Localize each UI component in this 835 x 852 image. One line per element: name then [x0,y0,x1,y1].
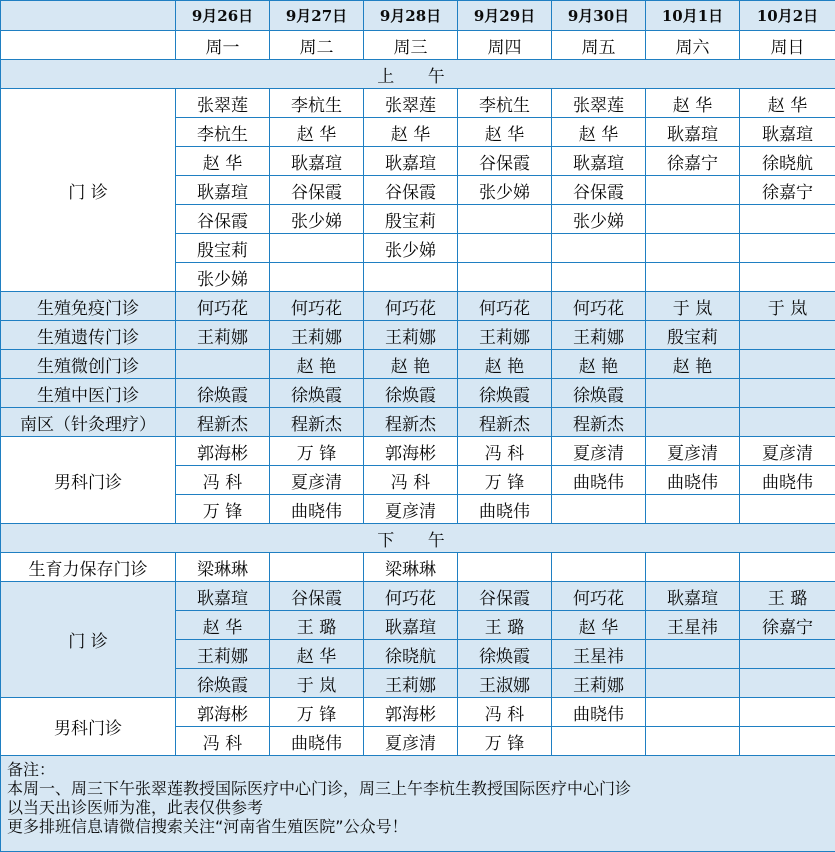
doctor-cell: 曲晓伟 [740,466,835,495]
doctor-cell: 徐焕霞 [270,379,364,408]
notes-row [1,756,835,852]
doctor-cell: 谷保霞 [458,582,552,611]
doctor-cell: 何巧花 [270,292,364,321]
doctor-cell: 张翠莲 [552,89,646,118]
doctor-cell: 谷保霞 [270,582,364,611]
doctor-cell: 赵 艳 [364,350,458,379]
doctor-cell: 郭海彬 [364,698,458,727]
doctor-cell: 冯 科 [176,466,270,495]
doctor-cell: 赵 艳 [458,350,552,379]
doctor-cell [646,553,740,582]
doctor-cell: 王星祎 [646,611,740,640]
notes-title: 备注： [7,760,829,779]
weekday-cell: 周五 [552,31,646,60]
doctor-cell: 王莉娜 [364,669,458,698]
doctor-cell [740,669,835,698]
doctor-cell: 耿嘉瑄 [740,118,835,147]
session-band-row [1,60,835,89]
corner-cell [1,1,176,31]
doctor-cell: 郭海彬 [176,698,270,727]
doctor-cell: 赵 华 [740,89,835,118]
doctor-cell: 徐晓航 [740,147,835,176]
doctor-cell [270,263,364,292]
doctor-cell [740,553,835,582]
doctor-cell: 李杭生 [270,89,364,118]
doctor-cell [646,727,740,756]
doctor-cell [458,205,552,234]
department-cell: 男科门诊 [1,437,176,524]
doctor-cell: 耿嘉瑄 [364,611,458,640]
doctor-cell: 夏彦清 [646,437,740,466]
doctor-cell: 王莉娜 [176,321,270,350]
doctor-cell: 万 锋 [458,727,552,756]
schedule-row [1,292,835,321]
doctor-cell: 曲晓伟 [646,466,740,495]
doctor-cell [552,727,646,756]
doctor-cell: 耿嘉瑄 [270,147,364,176]
doctor-cell: 程新杰 [176,408,270,437]
doctor-cell [646,669,740,698]
doctor-cell [458,553,552,582]
doctor-cell [740,408,835,437]
doctor-cell: 于 岚 [270,669,364,698]
doctor-cell: 谷保霞 [364,176,458,205]
schedule-row [1,350,835,379]
doctor-cell: 谷保霞 [552,176,646,205]
doctor-cell: 耿嘉瑄 [552,147,646,176]
doctor-cell: 殷宝莉 [364,205,458,234]
date-cell: 9月28日 [364,1,458,31]
doctor-cell [740,350,835,379]
doctor-cell: 冯 科 [458,437,552,466]
doctor-cell: 郭海彬 [176,437,270,466]
date-cell: 9月30日 [552,1,646,31]
doctor-cell: 何巧花 [364,582,458,611]
schedule-row [1,408,835,437]
doctor-cell: 曲晓伟 [270,495,364,524]
weekday-cell: 周一 [176,31,270,60]
schedule-row [1,437,835,466]
schedule-row [1,553,835,582]
doctor-cell: 赵 华 [552,611,646,640]
doctor-cell: 李杭生 [458,89,552,118]
session-band: 上 午 [1,60,835,89]
doctor-cell: 于 岚 [740,292,835,321]
doctor-cell: 夏彦清 [364,727,458,756]
doctor-cell: 夏彦清 [740,437,835,466]
department-cell: 南区（针灸理疗） [1,408,176,437]
doctor-cell: 曲晓伟 [270,727,364,756]
department-cell: 生育力保存门诊 [1,553,176,582]
doctor-cell [740,495,835,524]
doctor-cell: 张少娣 [552,205,646,234]
doctor-cell: 耿嘉瑄 [646,582,740,611]
doctor-cell: 王莉娜 [458,321,552,350]
doctor-cell: 王莉娜 [552,669,646,698]
doctor-cell: 万 锋 [270,437,364,466]
session-band: 下 午 [1,524,835,553]
department-cell: 生殖遗传门诊 [1,321,176,350]
date-cell: 9月26日 [176,1,270,31]
doctor-cell: 梁琳琳 [176,553,270,582]
doctor-cell [458,263,552,292]
doctor-cell: 王莉娜 [364,321,458,350]
doctor-cell [552,263,646,292]
doctor-cell: 曲晓伟 [458,495,552,524]
doctor-cell: 徐焕霞 [176,379,270,408]
doctor-cell [646,234,740,263]
weekday-cell: 周三 [364,31,458,60]
doctor-cell: 耿嘉瑄 [176,582,270,611]
doctor-cell: 赵 艳 [270,350,364,379]
doctor-cell [646,263,740,292]
doctor-cell: 王 璐 [740,582,835,611]
doctor-cell: 何巧花 [458,292,552,321]
doctor-cell [552,553,646,582]
doctor-cell: 曲晓伟 [552,698,646,727]
doctor-cell [646,698,740,727]
date-header-row [1,1,835,31]
date-cell: 9月27日 [270,1,364,31]
doctor-cell [458,234,552,263]
doctor-cell: 赵 艳 [646,350,740,379]
doctor-cell: 夏彦清 [552,437,646,466]
doctor-cell: 赵 华 [364,118,458,147]
doctor-cell: 于 岚 [646,292,740,321]
doctor-cell: 郭海彬 [364,437,458,466]
doctor-cell: 谷保霞 [176,205,270,234]
doctor-cell: 万 锋 [270,698,364,727]
doctor-cell: 李杭生 [176,118,270,147]
weekday-cell: 周二 [270,31,364,60]
schedule-row [1,89,835,118]
doctor-cell: 程新杰 [364,408,458,437]
notes-cell [1,756,835,852]
doctor-cell: 赵 华 [646,89,740,118]
doctor-cell: 程新杰 [552,408,646,437]
department-cell: 门 诊 [1,582,176,698]
doctor-cell: 谷保霞 [270,176,364,205]
doctor-cell: 徐焕霞 [458,379,552,408]
doctor-cell: 万 锋 [458,466,552,495]
doctor-cell [740,234,835,263]
doctor-cell: 耿嘉瑄 [364,147,458,176]
note-line: 更多排班信息请微信搜索关注“河南省生殖医院”公众号！ [7,817,829,836]
schedule-body [1,1,835,852]
doctor-cell: 王星祎 [552,640,646,669]
doctor-cell [740,205,835,234]
department-cell: 男科门诊 [1,698,176,756]
doctor-cell: 赵 华 [176,147,270,176]
doctor-cell: 徐焕霞 [552,379,646,408]
doctor-cell: 耿嘉瑄 [646,118,740,147]
doctor-cell [646,176,740,205]
doctor-cell: 赵 华 [176,611,270,640]
note-line: 以当天出诊医师为准，此表仅供参考 [7,798,829,817]
doctor-cell: 赵 华 [270,118,364,147]
doctor-cell: 冯 科 [176,727,270,756]
department-cell: 生殖微创门诊 [1,350,176,379]
doctor-cell: 王莉娜 [270,321,364,350]
schedule-row [1,321,835,350]
doctor-cell: 赵 华 [552,118,646,147]
doctor-cell: 张少娣 [364,234,458,263]
doctor-cell: 徐晓航 [364,640,458,669]
doctor-cell: 张少娣 [270,205,364,234]
doctor-cell: 王淑娜 [458,669,552,698]
doctor-cell: 王莉娜 [552,321,646,350]
doctor-cell: 何巧花 [176,292,270,321]
date-cell: 10月2日 [740,1,835,31]
doctor-cell: 殷宝莉 [646,321,740,350]
doctor-cell [364,263,458,292]
doctor-cell: 殷宝莉 [176,234,270,263]
doctor-cell [740,263,835,292]
doctor-cell: 徐嘉宁 [646,147,740,176]
doctor-cell [740,698,835,727]
date-cell: 10月1日 [646,1,740,31]
doctor-cell: 何巧花 [364,292,458,321]
doctor-cell [552,495,646,524]
doctor-cell: 王莉娜 [176,640,270,669]
doctor-cell [740,727,835,756]
schedule-row [1,582,835,611]
doctor-cell: 冯 科 [458,698,552,727]
doctor-cell: 徐嘉宁 [740,176,835,205]
department-cell: 生殖免疫门诊 [1,292,176,321]
doctor-cell: 赵 艳 [552,350,646,379]
doctor-cell [646,379,740,408]
doctor-cell: 夏彦清 [270,466,364,495]
doctor-cell: 谷保霞 [458,147,552,176]
department-cell: 门 诊 [1,89,176,292]
doctor-cell: 夏彦清 [364,495,458,524]
note-line: 本周一、周三下午张翠莲教授国际医疗中心门诊，周三上午李杭生教授国际医疗中心门诊 [7,779,829,798]
date-cell: 9月29日 [458,1,552,31]
doctor-cell: 徐焕霞 [364,379,458,408]
doctor-cell [646,640,740,669]
doctor-cell: 曲晓伟 [552,466,646,495]
doctor-cell: 赵 华 [458,118,552,147]
doctor-cell [646,495,740,524]
schedule-row [1,698,835,727]
doctor-cell [270,553,364,582]
doctor-cell: 王 璐 [458,611,552,640]
doctor-cell [646,205,740,234]
doctor-cell: 赵 华 [270,640,364,669]
schedule-row [1,379,835,408]
weekday-cell: 周四 [458,31,552,60]
doctor-cell [552,234,646,263]
doctor-cell [740,379,835,408]
doctor-cell: 何巧花 [552,292,646,321]
corner-cell [1,31,176,60]
doctor-cell [740,321,835,350]
weekday-cell: 周日 [740,31,835,60]
doctor-cell [646,408,740,437]
session-band-row [1,524,835,553]
doctor-cell [176,350,270,379]
doctor-cell: 徐焕霞 [458,640,552,669]
doctor-cell: 张翠莲 [176,89,270,118]
doctor-cell: 王 璐 [270,611,364,640]
doctor-cell: 何巧花 [552,582,646,611]
doctor-cell: 程新杰 [458,408,552,437]
weekday-cell: 周六 [646,31,740,60]
doctor-cell: 冯 科 [364,466,458,495]
doctor-cell: 梁琳琳 [364,553,458,582]
doctor-cell: 徐焕霞 [176,669,270,698]
doctor-cell: 张少娣 [458,176,552,205]
doctor-cell: 张少娣 [176,263,270,292]
doctor-cell: 程新杰 [270,408,364,437]
doctor-cell: 张翠莲 [364,89,458,118]
doctor-cell: 徐嘉宁 [740,611,835,640]
doctor-cell [740,640,835,669]
department-cell: 生殖中医门诊 [1,379,176,408]
weekday-header-row [1,31,835,60]
doctor-cell [270,234,364,263]
doctor-cell: 万 锋 [176,495,270,524]
doctor-cell: 耿嘉瑄 [176,176,270,205]
